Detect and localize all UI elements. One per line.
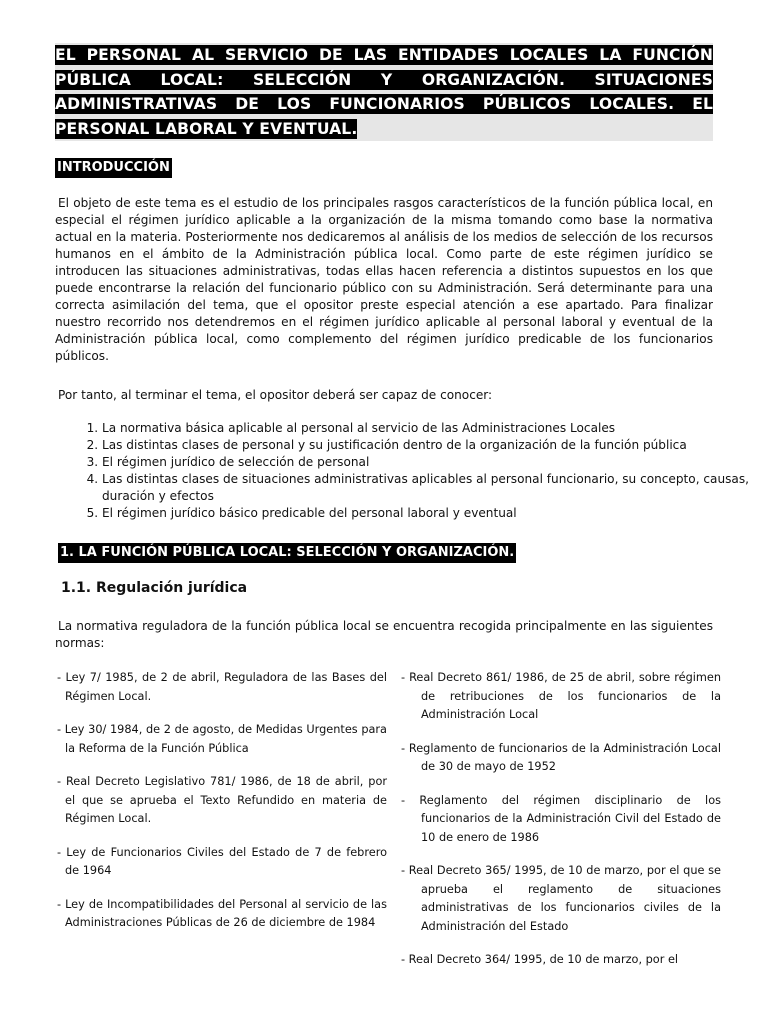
list-item: 4. Las distintas clases de situaciones administrativas aplicables al personal funcionario, su concepto, causas, duración y efectos	[102, 471, 754, 505]
norm-item: - Ley de Incompatibilidades del Personal al servicio de las Administraciones Públicas de 26 de diciembre de 1984	[57, 897, 387, 929]
document-title-block	[55, 43, 713, 141]
norm-item: - Real Decreto 861/ 1986, de 25 de abril, sobre régimen de retribuciones de los funcionarios de la Administración Local	[401, 671, 721, 721]
list-item: 5. El régimen jurídico básico predicable del personal laboral y eventual	[102, 505, 754, 522]
norm-item: - Ley 7/ 1985, de 2 de abril, Reguladora de las Bases del Régimen Local.	[57, 671, 387, 703]
document-title-text: EL PERSONAL AL SERVICIO DE LAS ENTIDADES LOCALES LA FUNCIÓN PÚBLICA LOCAL: SELECCIÓN Y ORGANIZACIÓN. SITUACIONES ADMINISTRATIVAS DE LOS FUNCIONARIOS PÚBLICOS LOCALES. EL PERSONAL LABORAL Y EVENTUAL.	[55, 46, 713, 138]
intro-paragraph: El objeto de este tema es el estudio de los principales rasgos característicos de la función pública local, en especial el régimen jurídico aplicable a la organización de la misma tomando como base la normativa actual en la materia. Posteriormente nos dedicaremos al análisis de los medios de selección de los recursos humanos en el ámbito de la Administración pública local. Como parte de este régimen jurídico se introducen las situaciones administrativas, todas ellas hacen referencia a distintos supuestos en los que puede encontrarse la relación del funcionario público con su Administración. Será determinante para una correcta asimilación del tema, que el opositor preste especial atención a ese apartado. Para finalizar nuestro recorrido nos detendremos en el régimen jurídico aplicable al personal laboral y eventual de la Administración pública local, como complemento del régimen jurídico predicable de los funcionarios públicos.	[55, 196, 713, 363]
norm-item: - Reglamento del régimen disciplinario de los funcionarios de la Administración Civil del Estado de 10 de enero de 1986	[401, 793, 721, 844]
norm-item: - Real Decreto 365/ 1995, de 10 de marzo, por el que se aprueba el reglamento de situaciones administrativas de los funcionarios civiles de la Administración del Estado	[401, 864, 721, 933]
norms-right-column	[401, 669, 721, 985]
regulation-paragraph: La normativa reguladora de la función pública local se encuentra recogida principalmente en las siguientes normas:	[55, 619, 713, 650]
list-item: 3. El régimen jurídico de selección de personal	[102, 454, 754, 471]
objectives-list	[62, 420, 754, 522]
intro-heading: INTRODUCCIÓN	[55, 158, 172, 178]
norm-item: - Real Decreto 364/ 1995, de 10 de marzo, por el	[401, 953, 679, 966]
norm-item: - Ley de Funcionarios Civiles del Estado de 7 de febrero de 1964	[57, 845, 387, 877]
norm-item: - Reglamento de funcionarios de la Administración Local de 30 de mayo de 1952	[401, 741, 721, 773]
intro-lead-paragraph: Por tanto, al terminar el tema, el opositor deberá ser capaz de conocer:	[58, 388, 493, 402]
list-item: 2. Las distintas clases de personal y su justificación dentro de la organización de la función pública	[102, 437, 754, 454]
document-title	[55, 43, 713, 141]
norm-item: - Ley 30/ 1984, de 2 de agosto, de Medidas Urgentes para la Reforma de la Función Pública	[57, 723, 387, 755]
section-1-1-heading: 1.1. Regulación jurídica	[61, 580, 248, 596]
norms-left-column	[57, 669, 387, 948]
section-1-heading: 1. LA FUNCIÓN PÚBLICA LOCAL: SELECCIÓN Y ORGANIZACIÓN.	[58, 543, 516, 563]
list-item: 1. La normativa básica aplicable al personal al servicio de las Administraciones Locales	[102, 420, 754, 437]
norm-item: - Real Decreto Legislativo 781/ 1986, de 18 de abril, por el que se aprueba el Texto Refundido en materia de Régimen Local.	[57, 775, 387, 825]
